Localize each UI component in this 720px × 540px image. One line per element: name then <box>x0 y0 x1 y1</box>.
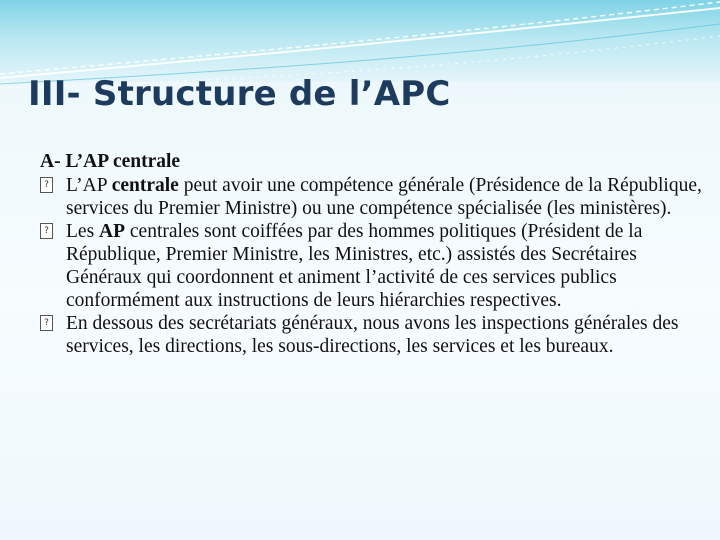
bullet-1-bold: centrale <box>111 175 179 196</box>
bullet-3-text: En dessous des secrétariats généraux, nous avons les inspections générales des services, les directions, les sous-directions, les services et les bureaux. <box>66 313 679 357</box>
bullet-placeholder-icon: ? <box>40 177 53 193</box>
bullet-2-bold: AP <box>99 221 126 242</box>
slide-title: III- Structure de l’APC <box>28 74 451 114</box>
subheading: A- L’AP centrale <box>40 151 181 172</box>
bullet-2-text-b: centrales sont coiffées par des hommes politiques (Président de la République, Premier Ministre, les Ministres, etc.) assistés des Secrétaires Généraux qui coordonnent et animent l’activité de ces services publics conformément aux instructions de leurs hiérarchies respectives. <box>66 221 643 311</box>
bullet-3 <box>40 312 710 358</box>
slide-body <box>40 150 710 358</box>
bullet-2-text-a: Les <box>66 221 100 242</box>
bullet-1-text-b: peut avoir une compétence générale (Présidence de la République, services du Premier Ministre) ou une compétence spécialisée (les ministères). <box>66 175 702 219</box>
bullet-placeholder-icon: ? <box>40 223 53 239</box>
bullet-2 <box>40 220 710 312</box>
bullet-placeholder-icon: ? <box>40 315 53 331</box>
bullet-1-text-a: L’AP <box>66 175 112 196</box>
bullet-1 <box>40 174 710 220</box>
